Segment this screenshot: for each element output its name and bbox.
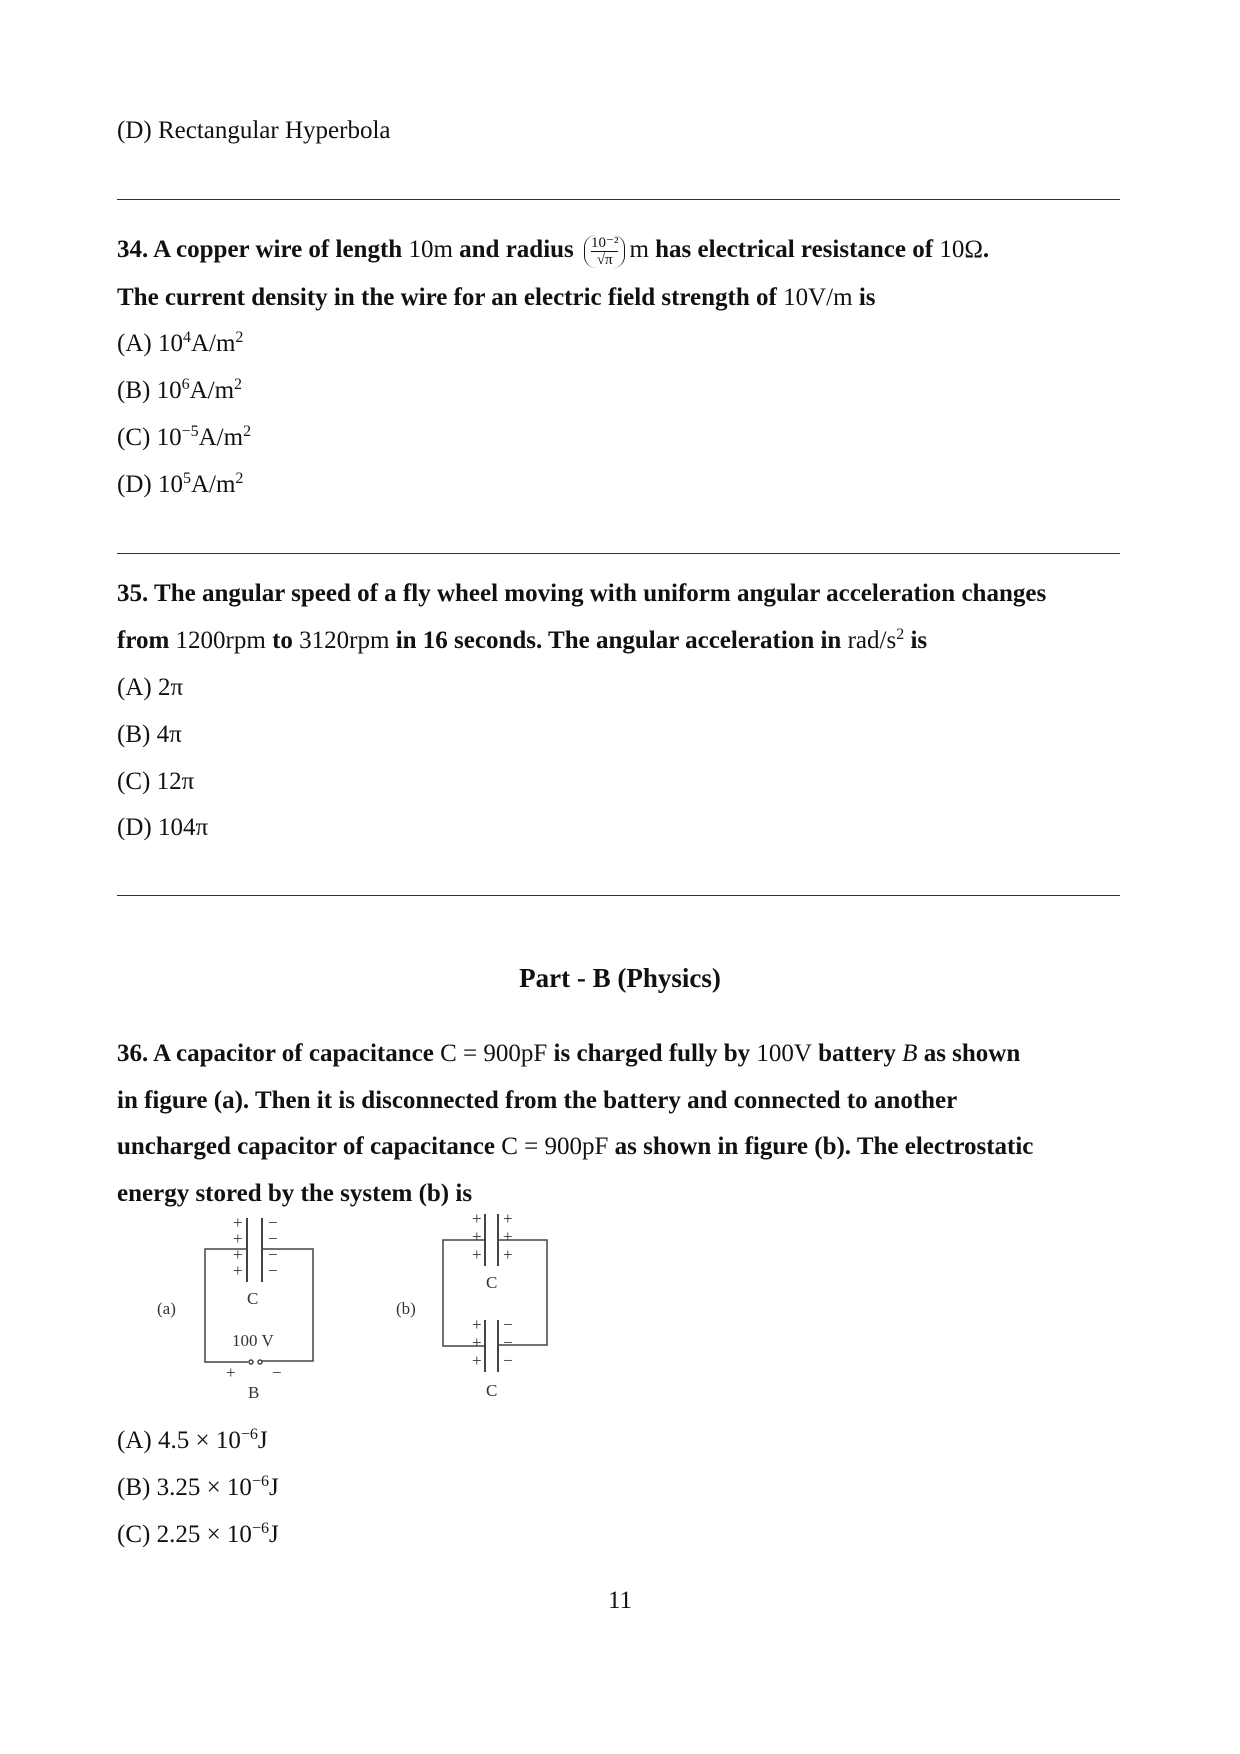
exponent: −6 — [251, 1473, 269, 1490]
plus-charge: + — [472, 1333, 482, 1352]
math: rad/s — [847, 627, 897, 654]
option-label: (B) — [117, 377, 151, 404]
text: is charged fully by — [547, 1040, 757, 1067]
plus-charge: + — [233, 1245, 243, 1264]
exponent: −6 — [251, 1520, 269, 1537]
exponent: 2 — [234, 376, 243, 393]
minus-charge: − — [268, 1229, 278, 1248]
plus-charge: + — [472, 1209, 482, 1228]
exponent: −6 — [240, 1426, 258, 1443]
figure-a-label: (a) — [157, 1299, 176, 1318]
q36-option — [117, 1426, 268, 1456]
text: The current density in the wire for an electric field strength of — [117, 284, 784, 311]
option-label: (C) — [117, 1521, 151, 1548]
math: 10Ω — [939, 236, 983, 264]
text: . — [982, 236, 990, 264]
option-label: (B) — [117, 1474, 151, 1501]
math: J — [268, 1521, 279, 1548]
text: is — [904, 627, 928, 654]
text: as shown in figure (b). The electrostatic — [608, 1133, 1034, 1160]
math: C = 900pF — [501, 1133, 609, 1160]
minus-charge: − — [268, 1245, 278, 1264]
exponent: −5 — [181, 423, 199, 440]
math: J — [257, 1427, 268, 1454]
plus-charge: + — [503, 1245, 513, 1264]
exponent: 6 — [181, 376, 190, 393]
option-label: (A) — [117, 1427, 152, 1454]
minus-charge: − — [503, 1351, 513, 1370]
math: C = 900pF — [440, 1040, 548, 1067]
text: 36. A capacitor of capacitance — [117, 1040, 441, 1067]
math: 10 — [157, 471, 183, 498]
exponent: 2 — [235, 470, 244, 487]
q36-line2: in figure (a). Then it is disconnected from the battery and connected to another — [117, 1087, 958, 1114]
q36-option — [117, 1520, 279, 1550]
plus-charge: + — [472, 1315, 482, 1334]
option-label: (A) — [117, 330, 152, 357]
plus-charge: + — [503, 1209, 513, 1228]
q35-line1: 35. The angular speed of a fly wheel moving with uniform angular acceleration changes — [117, 580, 1047, 607]
page-number: 11 — [607, 1587, 633, 1614]
math: B — [902, 1040, 918, 1067]
plus-charge: + — [233, 1261, 243, 1280]
math: 10m — [408, 236, 453, 264]
minus-charge: − — [503, 1315, 513, 1334]
text: in 16 seconds. The angular acceleration in — [389, 627, 848, 654]
math: A/m — [190, 471, 236, 498]
q35-option: (A) 2π — [117, 674, 184, 701]
math: 10V/m — [783, 284, 853, 311]
plus-charge: + — [472, 1227, 482, 1246]
denominator: √π — [596, 252, 613, 268]
part-title: Part - B (Physics) — [519, 963, 721, 993]
text: is — [852, 284, 876, 311]
math: 10 — [156, 424, 182, 451]
q36-line4: energy stored by the system (b) is — [117, 1180, 473, 1207]
capacitor-label: C — [486, 1273, 498, 1292]
numerator: 10⁻² — [591, 235, 619, 251]
prev-option-d: (D) Rectangular Hyperbola — [117, 117, 391, 144]
option-label: (D) — [117, 471, 152, 498]
plus-charge: + — [503, 1227, 513, 1246]
text: has electrical resistance of — [648, 236, 940, 264]
math: 3120rpm — [299, 627, 390, 654]
figure-b-label: (b) — [396, 1299, 416, 1318]
math: A/m — [190, 330, 236, 357]
option-label: (C) — [117, 424, 151, 451]
text: from — [117, 627, 176, 654]
plus-charge: + — [472, 1245, 482, 1264]
math: A/m — [198, 424, 244, 451]
math: 1200rpm — [175, 627, 266, 654]
math: 3.25 × 10 — [156, 1474, 252, 1501]
math: 10 — [157, 330, 183, 357]
math: A/m — [189, 377, 235, 404]
text: uncharged capacitor of capacitance — [117, 1133, 502, 1160]
math: 10 — [156, 377, 182, 404]
battery-label: B — [248, 1383, 260, 1402]
q35-option: (B) 4π — [117, 721, 182, 748]
plus-charge: + — [233, 1213, 243, 1232]
battery-minus: − — [272, 1363, 282, 1382]
voltage-label: 100 V — [232, 1331, 274, 1350]
minus-charge: − — [503, 1333, 513, 1352]
text: battery — [811, 1040, 903, 1067]
exponent: 4 — [182, 329, 191, 346]
capacitor-label: C — [486, 1381, 498, 1400]
capacitor-label: C — [247, 1289, 259, 1308]
q35-option: (D) 104π — [117, 814, 209, 841]
minus-charge: − — [268, 1213, 278, 1232]
exponent: 2 — [896, 626, 905, 643]
plus-charge: + — [233, 1229, 243, 1248]
math: 2.25 × 10 — [156, 1521, 252, 1548]
exponent: 2 — [243, 423, 252, 440]
math: 100V — [756, 1040, 812, 1067]
text: as shown — [917, 1040, 1021, 1067]
minus-charge: − — [268, 1261, 278, 1280]
math: 4.5 × 10 — [157, 1427, 241, 1454]
text: and radius — [452, 236, 581, 264]
exponent: 2 — [235, 329, 244, 346]
q35-option: (C) 12π — [117, 768, 195, 795]
text: 34. A copper wire of length — [117, 236, 409, 264]
q36-option — [117, 1473, 279, 1503]
math: J — [268, 1474, 279, 1501]
battery-plus: + — [226, 1363, 236, 1382]
math: m — [629, 236, 649, 264]
exponent: 5 — [182, 470, 191, 487]
plus-charge: + — [472, 1351, 482, 1370]
text: to — [265, 627, 300, 654]
